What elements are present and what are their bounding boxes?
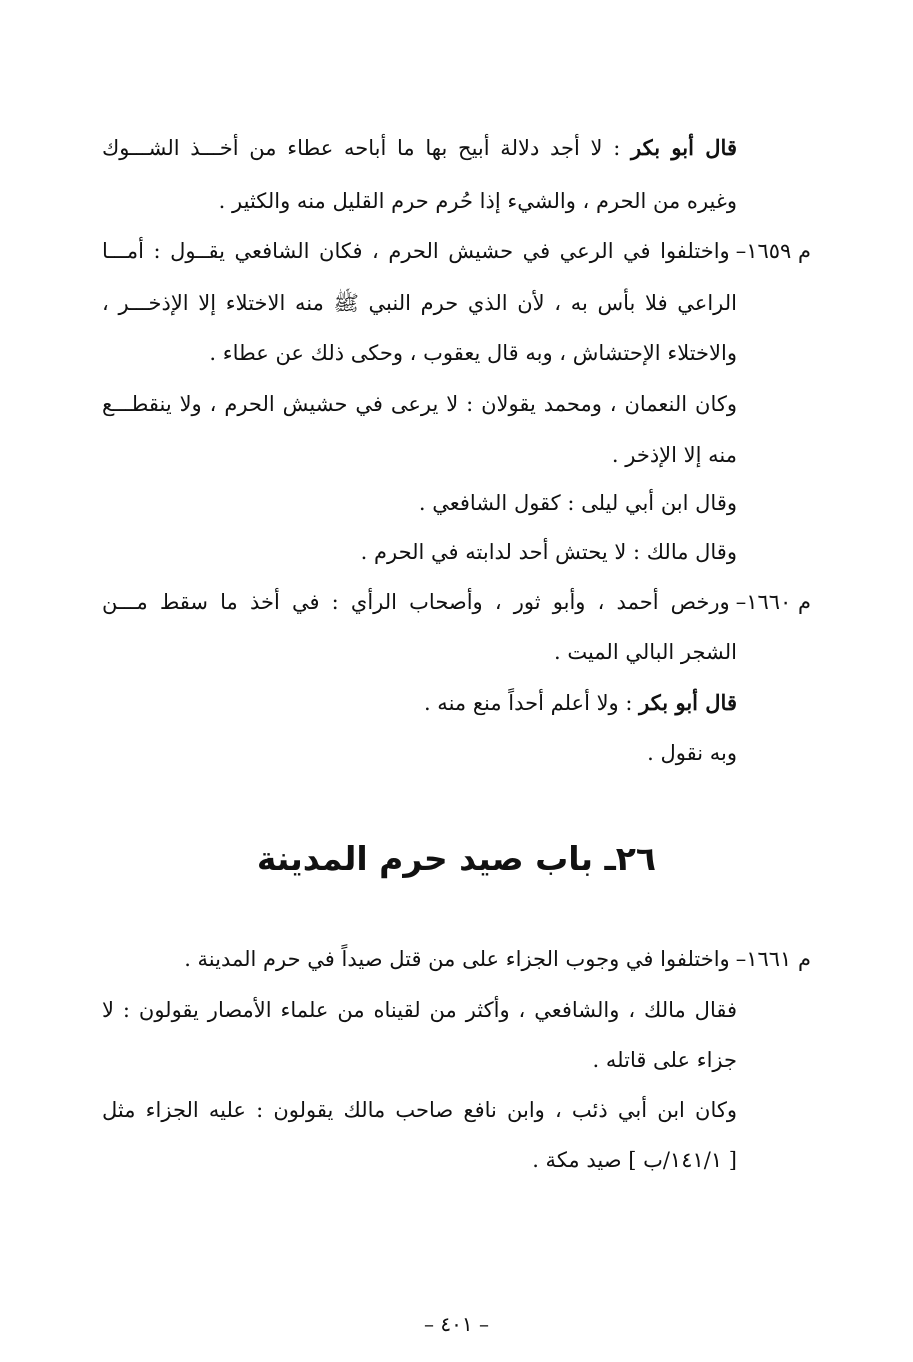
numbered-entry-1659 (102, 236, 811, 266)
page-number: – ٤٠١ – (424, 1312, 489, 1336)
text-segment: واختلفوا في الرعي في حشيش الحرم ، فكان الشافعي يقــول : أمـــا (102, 239, 730, 263)
text-line-6: وكان النعمان ، ومحمد يقولان : لا يرعى في حشيش الحرم ، ولا ينقطـــع (102, 392, 737, 416)
text-segment: : لا أجد دلالة أبيح بها ما أباحه عطاء من أخـــذ الشـــوك (102, 136, 632, 160)
text-line-12 (424, 688, 737, 718)
text-line-11: الشجر البالي الميت . (553, 640, 737, 664)
text-line-18: وكان ابن أبي ذئب ، وابن نافع صاحب مالك يقولون : عليه الجزاء مثل (102, 1098, 737, 1122)
text-segment: ورخص أحمد ، وأبو ثور ، وأصحاب الرأي : في أخذ ما سقط مـــن (102, 590, 730, 614)
text-line-8: وقال ابن أبي ليلى : كقول الشافعي . (418, 491, 737, 515)
text-segment: واختلفوا في وجوب الجزاء على من قتل صيداً في حرم المدينة . (184, 947, 730, 971)
numbered-entry-1660 (102, 587, 811, 617)
text-line-2: وغيره من الحرم ، والشيء إذا حُرم حرم القليل منه والكثير . (218, 189, 737, 213)
text-line-13: وبه نقول . (647, 741, 737, 765)
numbered-entry-1661 (184, 944, 811, 974)
speaker-label: قال أبو بكر (631, 135, 737, 160)
text-segment: : ولا أعلم أحداً منع منه . (423, 691, 640, 715)
entry-number: م ١٦٦٠– (735, 590, 811, 614)
text-line-4: الراعي فلا بأس به ، لأن الذي حرم النبي ﷺ منه الاختلاء إلا الإذخـــر ، (102, 291, 737, 315)
text-line-16: فقال مالك ، والشافعي ، وأكثر من لقيناه من علماء الأمصار يقولون : لا (102, 998, 737, 1022)
entry-number: م ١٦٦١– (735, 947, 811, 971)
entry-number: م ١٦٥٩– (735, 239, 811, 263)
text-line-19: [ ١٤١/١/ب ] صيد مكة . (532, 1148, 737, 1172)
text-line-1 (102, 133, 737, 163)
text-line-17: جزاء على قاتله . (592, 1048, 737, 1072)
chapter-heading: ٢٦ـ باب صيد حرم المدينة (256, 839, 657, 878)
speaker-label: قال أبو بكر (639, 690, 737, 715)
text-line-5: والاختلاء الإحتشاش ، وبه قال يعقوب ، وحكى ذلك عن عطاء . (209, 341, 737, 365)
text-line-7: منه إلا الإذخر . (611, 443, 737, 467)
text-line-9: وقال مالك : لا يحتش أحد لدابته في الحرم . (360, 540, 737, 564)
